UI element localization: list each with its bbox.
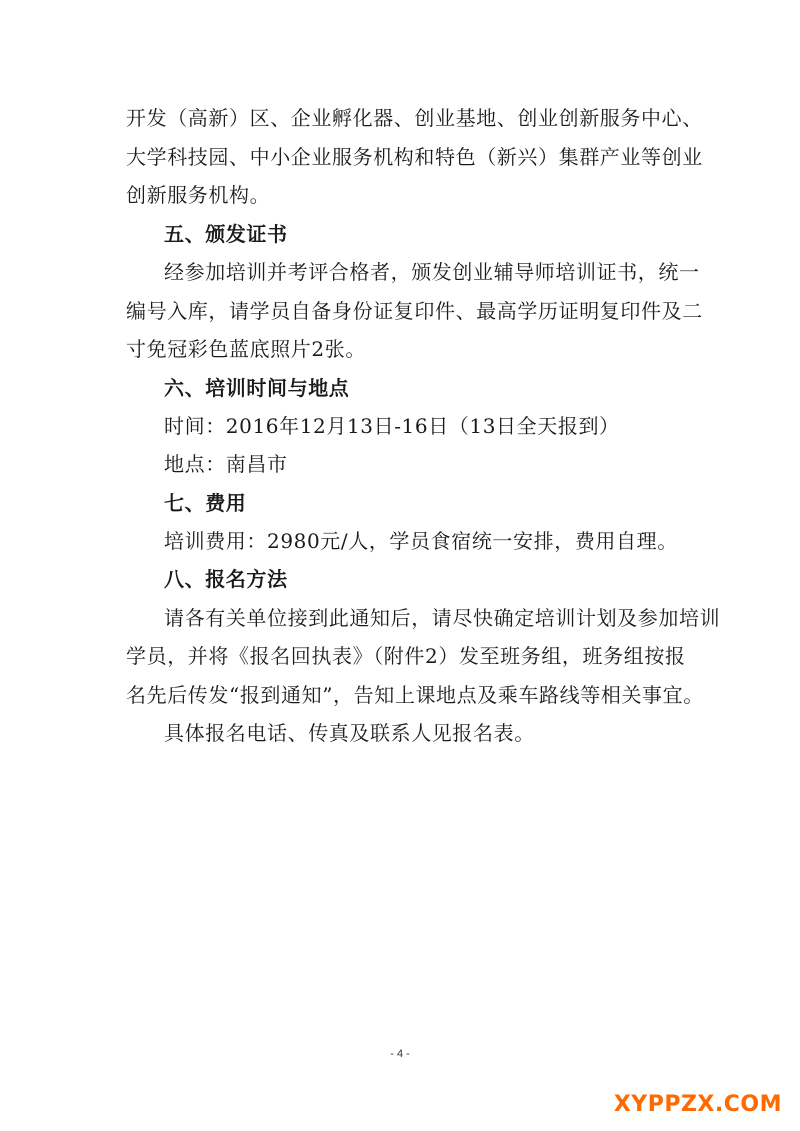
section-heading-5: 五、颁发证书 [164,222,288,246]
body-text-line: 创新服务机构。 [126,183,271,207]
section-heading-6: 六、培训时间与地点 [164,376,350,400]
body-text-line: 大学科技园、中小企业服务机构和特色（新兴）集群产业等创业 [126,145,703,169]
body-text-line: 寸免冠彩色蓝底照片2张。 [126,337,366,361]
body-text-line: 开发（高新）区、企业孵化器、创业基地、创业创新服务中心、 [126,106,703,130]
site-watermark: XYPPZX.COM [613,1092,782,1117]
page-number: - 4 - [390,1048,410,1060]
training-time: 时间：2016年12月13日-16日（13日全天报到） [164,414,620,438]
body-text-line: 具体报名电话、传真及联系人见报名表。 [164,721,535,745]
body-text-line: 编号入库，请学员自备身份证复印件、最高学历证明复印件及二 [126,299,703,323]
training-fee: 培训费用：2980元/人，学员食宿统一安排，费用自理。 [164,529,678,553]
body-text-line: 请各有关单位接到此通知后，请尽快确定培训计划及参加培训 [164,606,721,630]
body-text-line: 名先后传发“报到通知”，告知上课地点及乘车路线等相关事宜。 [126,683,704,707]
section-heading-7: 七、费用 [164,491,247,515]
body-text-line: 学员，并将《报名回执表》（附件2）发至班务组，班务组按报 [126,644,686,668]
section-heading-8: 八、报名方法 [164,567,288,591]
body-text-line: 经参加培训并考评合格者，颁发创业辅导师培训证书，统一 [164,260,700,284]
training-location: 地点：南昌市 [164,452,288,476]
